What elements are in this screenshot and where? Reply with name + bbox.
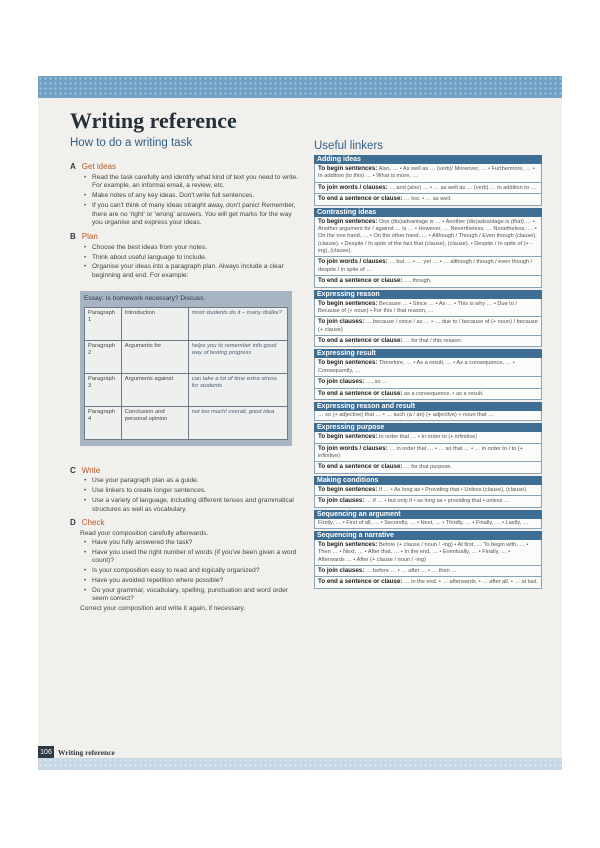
page-number: 106 bbox=[38, 746, 54, 760]
linker-label: To end a sentence or clause: bbox=[318, 578, 403, 586]
linker-label: To join clauses: bbox=[318, 378, 365, 386]
linker-text: In order that … • In order to (+ infinitive) bbox=[378, 434, 478, 441]
linker-text: … but … • … yet … • … although / though / even though / despite / in spite of … bbox=[318, 259, 533, 273]
linker-section-heading: Expressing result bbox=[314, 349, 542, 358]
table-cell: not too much! overall, good idea bbox=[188, 406, 287, 439]
linker-section-reason-and-result bbox=[314, 402, 542, 421]
linker-row bbox=[314, 358, 542, 377]
useful-linkers-column bbox=[314, 140, 542, 591]
section-heading bbox=[70, 232, 302, 243]
linker-text: …, though. bbox=[404, 278, 432, 285]
linker-section-heading: Contrasting ideas bbox=[314, 208, 542, 217]
section-heading bbox=[70, 518, 302, 529]
linker-row bbox=[314, 462, 542, 473]
table-row bbox=[85, 406, 288, 439]
linker-text: Firstly, … • First of all, … • Secondly, … • Next, … • Thirdly, … • Finally, … • Lastly, … bbox=[318, 519, 529, 526]
linker-text: Also, … • As well as … (verb)/ Moreover, … • Furthermore, … • In addition (to this) … • What is more, … bbox=[318, 166, 535, 180]
writing-steps-column bbox=[70, 158, 302, 614]
linker-text: Before (+ clause / noun / -ing) • At first, … To begin with, … • Then … • Next, … • After that, … • In the end, … • Eventually, … • Finally, … • Afterwards … • After (+ clause / noun / -ing) bbox=[318, 541, 529, 563]
list-item: • Use a variety of language, including different tenses and grammatical structures as well as vocabulary. bbox=[92, 497, 302, 515]
linker-row bbox=[314, 183, 542, 194]
linker-label: To end a sentence or clause: bbox=[318, 337, 403, 344]
table-row bbox=[85, 340, 288, 373]
linker-text: as a consequence. • as a result. bbox=[404, 390, 484, 397]
list-item: • Organise your ideas into a paragraph plan. Always include a clear beginning and end. For example: bbox=[92, 263, 302, 281]
linker-label: To begin sentences: bbox=[318, 485, 378, 493]
linker-row bbox=[314, 276, 542, 287]
page-subtitle: How to do a writing task bbox=[70, 137, 193, 149]
list-item: • Use your paragraph plan as a guide. bbox=[92, 477, 302, 486]
section-title: Check bbox=[81, 518, 105, 528]
header-band bbox=[38, 76, 562, 98]
linker-label: To begin sentences: bbox=[318, 165, 378, 172]
linker-label: To begin sentences: bbox=[318, 540, 378, 548]
section-b bbox=[70, 232, 302, 281]
bullet-list bbox=[70, 477, 302, 514]
linker-row bbox=[314, 389, 542, 400]
footer-label: Writing reference bbox=[58, 748, 115, 757]
essay-plan-table bbox=[84, 307, 288, 440]
section-intro: Read your composition carefully afterwards. bbox=[80, 529, 209, 537]
linker-section-heading: Expressing reason bbox=[314, 290, 542, 299]
bullet-list bbox=[70, 539, 302, 604]
linker-text: … if … • but only if • as long as • providing that • unless … bbox=[365, 498, 510, 505]
list-item: • Use linkers to create longer sentences. bbox=[92, 487, 302, 496]
linker-label: To join clauses: bbox=[318, 497, 365, 505]
linker-section-heading: Sequencing a narrative bbox=[314, 531, 542, 540]
bullet-list bbox=[70, 244, 302, 281]
list-item: • Choose the best ideas from your notes. bbox=[92, 244, 302, 253]
linker-text: … before … • … after … • … then … bbox=[365, 568, 457, 574]
section-heading bbox=[70, 162, 302, 173]
linker-row bbox=[314, 377, 542, 388]
linker-label: To join words / clauses: bbox=[318, 183, 388, 191]
linker-row bbox=[314, 485, 542, 496]
linker-label: To begin sentences: bbox=[318, 359, 378, 367]
linker-text: Because … • Since … • As … • This is why … • Due to / Because of (+ noun) • For this / that reason, … bbox=[318, 300, 517, 314]
table-cell: Paragraph 3 bbox=[85, 373, 122, 406]
table-cell: Paragraph 1 bbox=[85, 307, 122, 340]
linker-row bbox=[314, 444, 542, 463]
linker-text: … and (also) … • … as well as … (verb) … in addition to … bbox=[389, 184, 537, 191]
linker-text: … so (+ adjective) that … • … such (a / an) (+ adjective) + noun that … bbox=[318, 411, 494, 418]
table-cell: can take a lot of time extra stress for students bbox=[188, 373, 287, 406]
section-letter: A bbox=[70, 162, 76, 171]
section-c bbox=[70, 466, 302, 515]
linkers-title: Useful linkers bbox=[314, 140, 384, 152]
table-row bbox=[85, 373, 288, 406]
section-letter: C bbox=[70, 465, 76, 475]
linker-section-expressing-reason bbox=[314, 290, 542, 348]
linker-text: One (dis)advantage is … • Another (dis)advantage is (that) … • Another argument for / against … is … • However, … Nevertheless, … Nonetheless, … • On the one hand, … • On the other hand, … • Although / Though / Even though (clause), (clause). • Despite / In spite of the fact that (clause), (clause). • Despite / In spite of (+ -ing), (clause). bbox=[318, 218, 537, 254]
table-row bbox=[85, 307, 288, 340]
table-cell: Introduction bbox=[121, 307, 188, 340]
linker-label: To end a sentence or clause: bbox=[318, 195, 403, 203]
essay-plan-title: Essay: Is homework necessary? Discuss. bbox=[84, 294, 206, 302]
table-cell: Conclusion and personal opinion bbox=[121, 406, 188, 439]
section-title: Plan bbox=[81, 232, 98, 242]
linker-section-expressing-result bbox=[314, 349, 542, 400]
linker-section-adding-ideas bbox=[314, 155, 542, 206]
table-cell: Paragraph 2 bbox=[85, 340, 122, 373]
linker-row bbox=[314, 164, 542, 183]
linker-row bbox=[314, 577, 542, 588]
linker-label: To begin sentences: bbox=[318, 217, 378, 225]
linker-row bbox=[314, 299, 542, 318]
linker-section-sequencing-narrative bbox=[314, 531, 542, 589]
list-item: • Do your grammar, vocabulary, spelling, punctuation and word order seem correct? bbox=[92, 587, 302, 605]
section-a bbox=[70, 162, 302, 228]
table-cell: Arguments for bbox=[121, 340, 188, 373]
list-item: • If you can't think of many ideas straight away, don't panic! Remember, there are no 'right' or 'wrong' answers. You will get marks for the way you organise and express your ideas. bbox=[92, 202, 302, 228]
list-item: • Make notes of any key ideas. Don't write full sentences. bbox=[92, 192, 302, 201]
linker-text: … for that / this reason. bbox=[404, 338, 463, 344]
essay-plan-card bbox=[80, 291, 292, 446]
table-cell: most students do it – many dislike? bbox=[188, 307, 287, 340]
section-heading bbox=[70, 466, 302, 477]
list-item: • Have you fully answered the task? bbox=[92, 539, 302, 548]
list-item: • Think about useful language to include. bbox=[92, 254, 302, 263]
linker-section-expressing-purpose bbox=[314, 423, 542, 474]
linker-text: … for that purpose. bbox=[404, 464, 452, 471]
footer-band bbox=[38, 758, 562, 770]
linker-label: To end a sentence or clause: bbox=[318, 277, 403, 285]
linker-row bbox=[314, 411, 542, 421]
linker-section-heading: Expressing reason and result bbox=[314, 402, 542, 411]
linker-row bbox=[314, 317, 542, 336]
list-item: • Have you used the right number of words (if you've been given a word count)? bbox=[92, 549, 302, 567]
linker-section-heading: Sequencing an argument bbox=[314, 510, 542, 519]
page-title: Writing reference bbox=[70, 108, 237, 133]
linker-section-contrasting-ideas bbox=[314, 208, 542, 288]
bullet-list bbox=[70, 174, 302, 229]
linker-row bbox=[314, 496, 542, 507]
linker-text: … in order that … • … so that … • … in order to / to (+ infinitive) bbox=[318, 445, 523, 459]
linker-text: … because / since / as … • … due to / because of (+ noun) / because (+ clause) bbox=[318, 319, 538, 333]
linker-row bbox=[314, 566, 542, 577]
list-item: • Have you avoided repetition where possible? bbox=[92, 577, 302, 586]
list-item: • Is your composition easy to read and logically organized? bbox=[92, 567, 302, 576]
linker-text: … in the end. • … afterwards. • … after all. • … at last. bbox=[404, 579, 539, 586]
list-item: • Read the task carefully and identify what kind of text you need to write. For example, an informal email, a review, etc. bbox=[92, 174, 302, 192]
linker-section-heading: Adding ideas bbox=[314, 155, 542, 164]
linker-row bbox=[314, 336, 542, 347]
linker-label: To join words / clauses: bbox=[318, 258, 388, 266]
linker-label: To join clauses: bbox=[318, 318, 365, 326]
section-title: Get ideas bbox=[81, 162, 117, 171]
linker-section-heading: Making conditions bbox=[314, 476, 542, 485]
table-cell: helps you to remember info good way of testing progress bbox=[188, 340, 287, 373]
linker-text: If … • As long as • Providing that • Unless (clause), (clause). bbox=[378, 486, 528, 493]
table-cell: Paragraph 4 bbox=[85, 406, 122, 439]
linker-label: To end a sentence or clause: bbox=[318, 389, 403, 397]
linker-row bbox=[314, 194, 542, 205]
section-title: Write bbox=[81, 465, 101, 475]
linker-label: To begin sentences: bbox=[318, 433, 378, 441]
section-letter: D bbox=[70, 518, 76, 528]
linker-text: Therefore, … • As a result, … • As a consequence, … • Consequently, … bbox=[318, 360, 515, 374]
linker-label: To join words / clauses: bbox=[318, 444, 388, 452]
section-d bbox=[70, 518, 302, 614]
linker-text: …, so … bbox=[365, 379, 388, 386]
linker-label: To end a sentence or clause: bbox=[318, 463, 403, 471]
book-page bbox=[38, 76, 562, 770]
linker-section-heading: Expressing purpose bbox=[314, 423, 542, 432]
table-cell: Arguments against bbox=[121, 373, 188, 406]
linker-label: To begin sentences: bbox=[318, 299, 378, 307]
linker-row bbox=[314, 257, 542, 276]
linker-section-sequencing-argument bbox=[314, 510, 542, 529]
linker-label: To join clauses: bbox=[318, 567, 365, 574]
linker-section-making-conditions bbox=[314, 476, 542, 508]
linker-text: … too. • … as well. bbox=[404, 196, 452, 203]
linker-row bbox=[314, 519, 542, 529]
section-letter: B bbox=[70, 232, 76, 242]
linker-row bbox=[314, 432, 542, 443]
linker-row bbox=[314, 217, 542, 258]
linker-row bbox=[314, 540, 542, 566]
section-outro: Correct your composition and write it again, if necessary. bbox=[80, 605, 246, 613]
